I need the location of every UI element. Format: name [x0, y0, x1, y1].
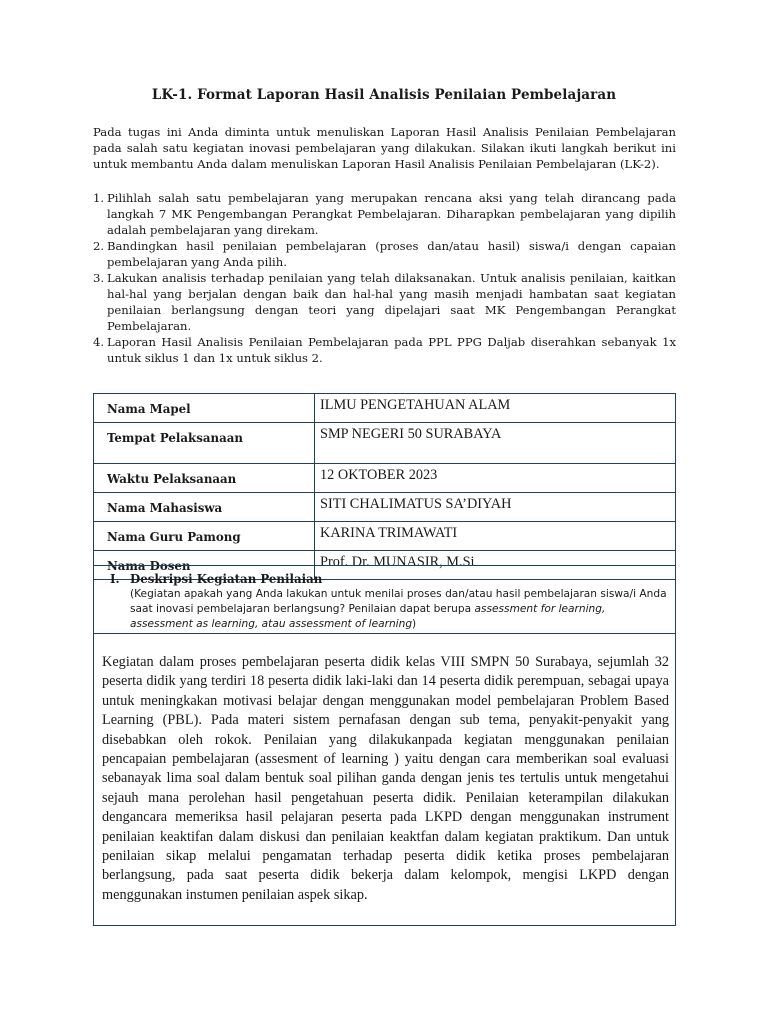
step-number: 3. [93, 271, 105, 285]
step-number: 2. [93, 239, 105, 253]
row-value: KARINA TRIMAWATI [315, 522, 676, 551]
row-value: ILMU PENGETAHUAN ALAM [315, 394, 676, 423]
row-label: Nama Guru Pamong [94, 522, 315, 551]
row-label: Nama Dosen [94, 551, 315, 580]
intro-paragraph: Pada tugas ini Anda diminta untuk menuliskan Laporan Hasil Analisis Penilaian Pembelajaran pada salah satu kegiatan inovasi pembelajaran yang dilakukan. Silakan ikuti langkah berikut ini untuk membantu Anda dalam menuliskan Laporan Hasil Analisis Penilaian Pembelajaran (LK-2). [93, 125, 676, 171]
step-number: 4. [93, 335, 105, 349]
table-row [94, 522, 676, 551]
step-text: Bandingkan hasil penilaian pembelajaran (proses dan/atau hasil) siswa/i dengan capaian pembelajaran yang Anda pilih. [107, 239, 676, 269]
row-label: Nama Mapel [94, 394, 315, 423]
assessment-types: assessment for learning, assessment as learning, atau assessment of learning [130, 603, 606, 630]
step-text: Lakukan analisis terhadap penilaian yang telah dilaksanakan. Untuk analisis penilaian, kaitkan hal-hal yang berjalan dengan baik dan hal-hal yang masih menjadi hambatan saat kegiatan penilaian berlangsung dengan teori yang dipelajari saat MK Pengembangan Perangkat Pembelajaran. [107, 271, 676, 333]
row-value: SMP NEGERI 50 SURABAYA [315, 423, 676, 464]
table-row [94, 423, 676, 464]
section-title-text: Deskripsi Kegiatan Penilaian [130, 572, 323, 586]
list-item [93, 190, 676, 238]
row-label: Tempat Pelaksanaan [94, 423, 315, 464]
table-row [94, 493, 676, 522]
table-row [94, 464, 676, 493]
row-value: 12 OKTOBER 2023 [315, 464, 676, 493]
assessment-description-section [93, 565, 676, 926]
step-number: 1. [93, 191, 105, 205]
identity-table [93, 393, 676, 580]
step-text: Laporan Hasil Analisis Penilaian Pembelajaran pada PPL PPG Daljab diserahkan sebanyak 1x untuk siklus 1 dan 1x untuk siklus 2. [107, 335, 676, 365]
list-item [93, 238, 676, 270]
row-value: Prof. Dr. MUNASIR, M.Si [315, 551, 676, 580]
section-body-text: Kegiatan dalam proses pembelajaran peserta didik kelas VIII SMPN 50 Surabaya, sejumlah 32 peserta didik yang terdiri 18 peserta didik laki-laki dan 14 peserta didik perempuan, sebagai upaya untuk meningkakan motivasi belajar dengan menggunakan model pembelajaran Problem Based Learning (PBL). Pada materi sistem pernafasan dengan sub tema, penyakit-penyakit yang disebabkan oleh rokok. Penilaian yang dilakukanpada kegiatan menggunakan penilaian pencapaian pembelajaran (assesment of learning ) yaitu dengan cara memberikan soal evaluasi sebanayak lima soal dalam bentuk soal pilihan ganda dengan jenis tes tertulis untuk mengetahui sejauh mana perolehan hasil pengetahuan peserta didik. Penilaian keterampilan dilakukan dengancara memeriksa hasil pelajaran peserta pada LKPD dengan menggunakan instrument penilaian keaktifan dalam diskusi dan penilaian keaktfan dalam kegiatan praktikum. Dan untuk penilaian sikap melalui pengamatan terhadap peserta didik ketika proses pembelajaran berlangsung, pada saat peserta didik bekerja dalam kelompok, mengisi LKPD dengan menggunakan instumen penilaian aspek sikap. [102, 654, 669, 903]
document-title: LK-1. Format Laporan Hasil Analisis Penilaian Pembelajaran [151, 87, 617, 103]
row-label: Nama Mahasiswa [94, 493, 315, 522]
instruction-steps [93, 190, 676, 366]
list-item [93, 334, 676, 366]
section-instructions: (Kegiatan apakah yang Anda lakukan untuk menilai proses dan/atau hasil pembelajaran siswa/i Anda saat inovasi pembelajaran berlangsung? Penilaian dapat berupa assessment for learning, assessment as learning, atau assessment of learning) [130, 588, 667, 630]
section-number: I. [110, 572, 120, 586]
list-item [93, 270, 676, 334]
section-title [110, 572, 322, 586]
section-header [94, 566, 675, 634]
row-label: Waktu Pelaksanaan [94, 464, 315, 493]
table-row [94, 394, 676, 423]
step-text: Pilihlah salah satu pembelajaran yang merupakan rencana aksi yang telah dirancang pada langkah 7 MK Pengembangan Perangkat Pembelajaran. Diharapkan pembelajaran yang dipilih adalah pembelajaran yang direkam. [107, 191, 676, 237]
row-value: SITI CHALIMATUS SA’DIYAH [315, 493, 676, 522]
